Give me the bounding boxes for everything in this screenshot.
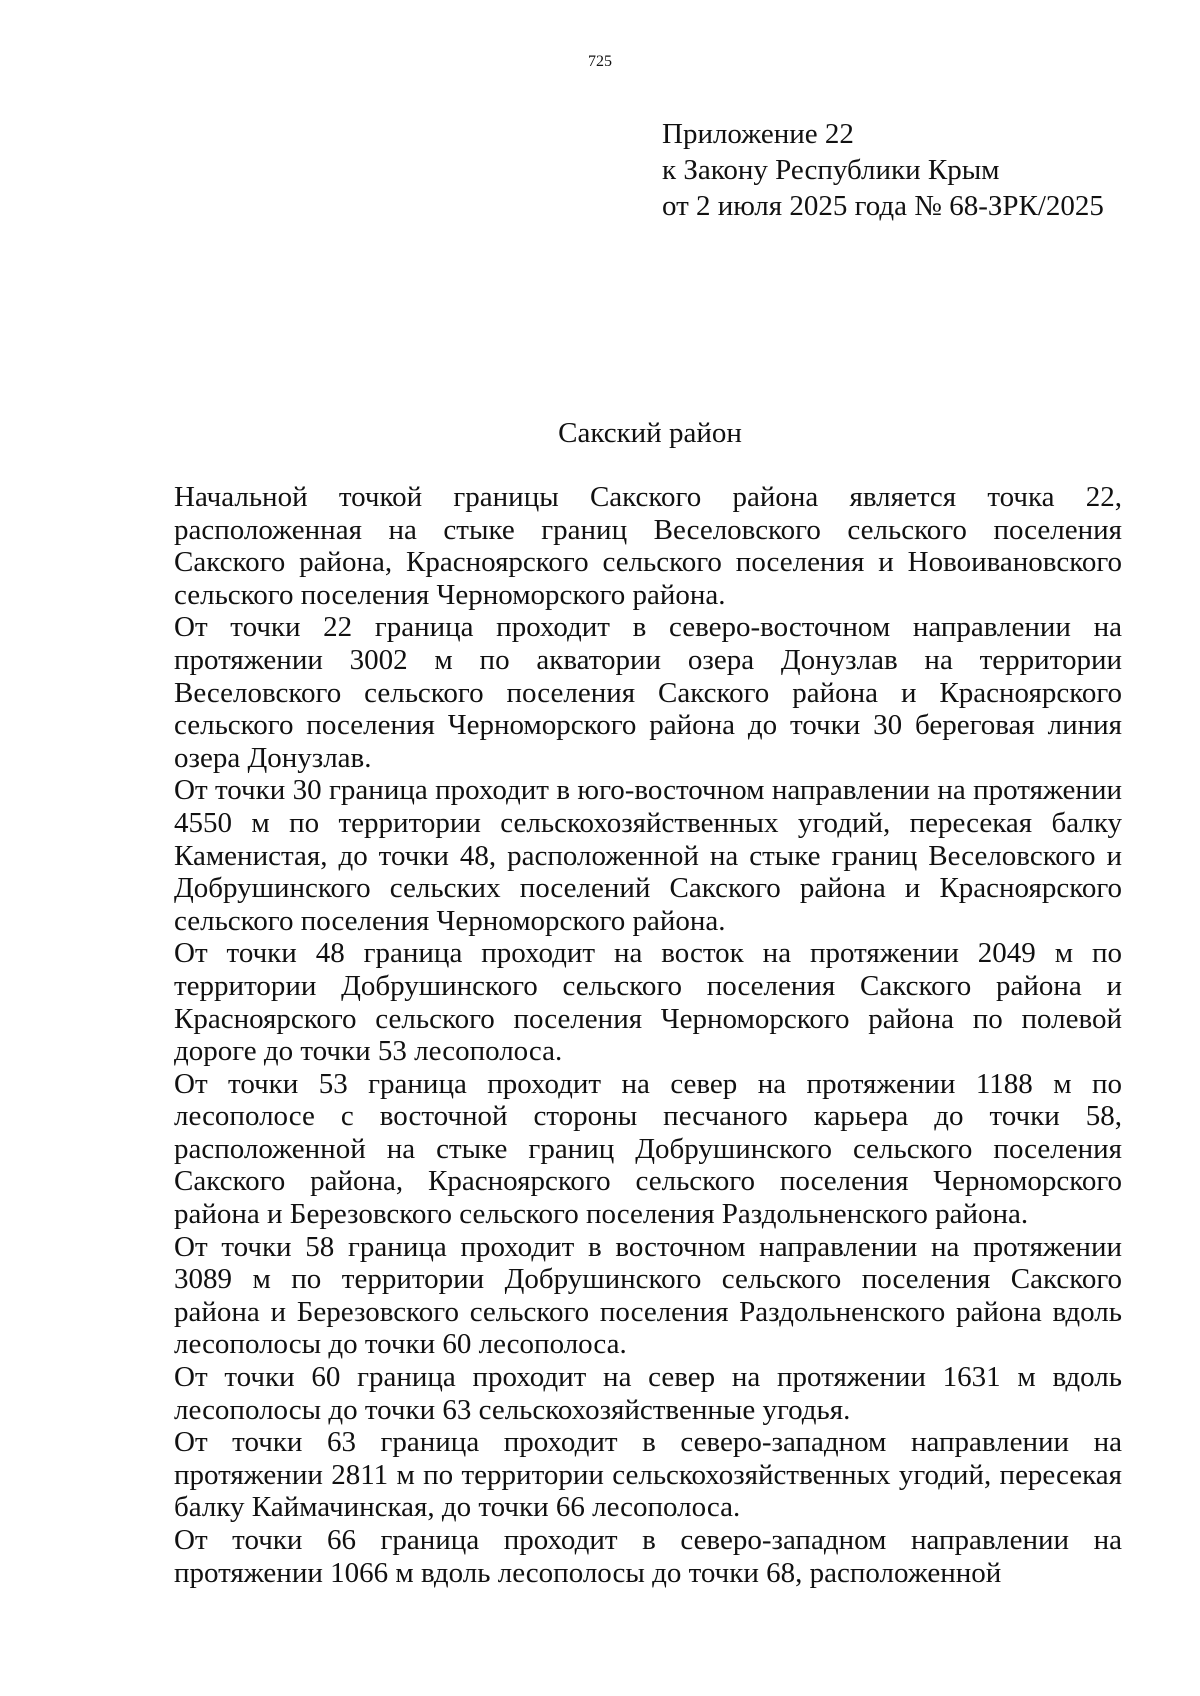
appendix-line-3: от 2 июля 2025 года № 68-ЗРК/2025 — [662, 190, 1104, 222]
paragraph: Начальной точкой границы Сакского района является точка 22, расположенная на стыке границ Веселовского сельского поселения Сакского района, Красноярского сельского поселения и Новоивановского сельского поселения Черноморского района. — [174, 481, 1122, 611]
paragraph: От точки 53 граница проходит на север на протяжении 1188 м по лесополосе с восточной стороны песчаного карьера до точки 58, расположенной на стыке границ Добрушинского сельского поселения Сакского района, Красноярского сельского поселения Черноморского района и Березовского сельского поселения Раздольненского района. — [174, 1067, 1122, 1231]
section-title: Сакский район — [558, 417, 742, 449]
paragraph: От точки 60 граница проходит на север на протяжении 1631 м вдоль лесополосы до точки 63 сельскохозяйственные угодья. — [174, 1361, 1122, 1426]
appendix-header — [662, 116, 1104, 224]
paragraph: От точки 22 граница проходит в северо-восточном направлении на протяжении 3002 м по акватории озера Донузлав на территории Веселовского сельского поселения Сакского района и Красноярского сельского поселения Черноморского района до точки 30 береговая линия озера Донузлав. — [174, 611, 1122, 774]
appendix-line-2: к Закону Республики Крым — [662, 154, 1000, 186]
paragraph: От точки 66 граница проходит в северо-западном направлении на протяжении 1066 м вдоль лесополосы до точки 68, расположенной — [174, 1524, 1122, 1589]
paragraph: От точки 30 граница проходит в юго-восточном направлении на протяжении 4550 м по территории сельскохозяйственных угодий, пересекая балку Каменистая, до точки 48, расположенной на стыке границ Веселовского и Добрушинского сельских поселений Сакского района и Красноярского сельского поселения Черноморского района. — [174, 774, 1122, 937]
document-body — [174, 481, 1122, 1589]
paragraph: От точки 63 граница проходит в северо-западном направлении на протяжении 2811 м по территории сельскохозяйственных угодий, пересекая балку Каймачинская, до точки 66 лесополоса. — [174, 1426, 1122, 1524]
paragraph: От точки 58 граница проходит в восточном направлении на протяжении 3089 м по территории Добрушинского сельского поселения Сакского района и Березовского сельского поселения Раздольненского района вдоль лесополосы до точки 60 лесополоса. — [174, 1230, 1122, 1361]
appendix-line-1: Приложение 22 — [662, 118, 854, 150]
page-number: 725 — [588, 53, 612, 70]
paragraph: От точки 48 граница проходит на восток на протяжении 2049 м по территории Добрушинского сельского поселения Сакского района и Красноярского сельского поселения Черноморского района по полевой дороге до точки 53 лесополоса. — [174, 937, 1122, 1068]
